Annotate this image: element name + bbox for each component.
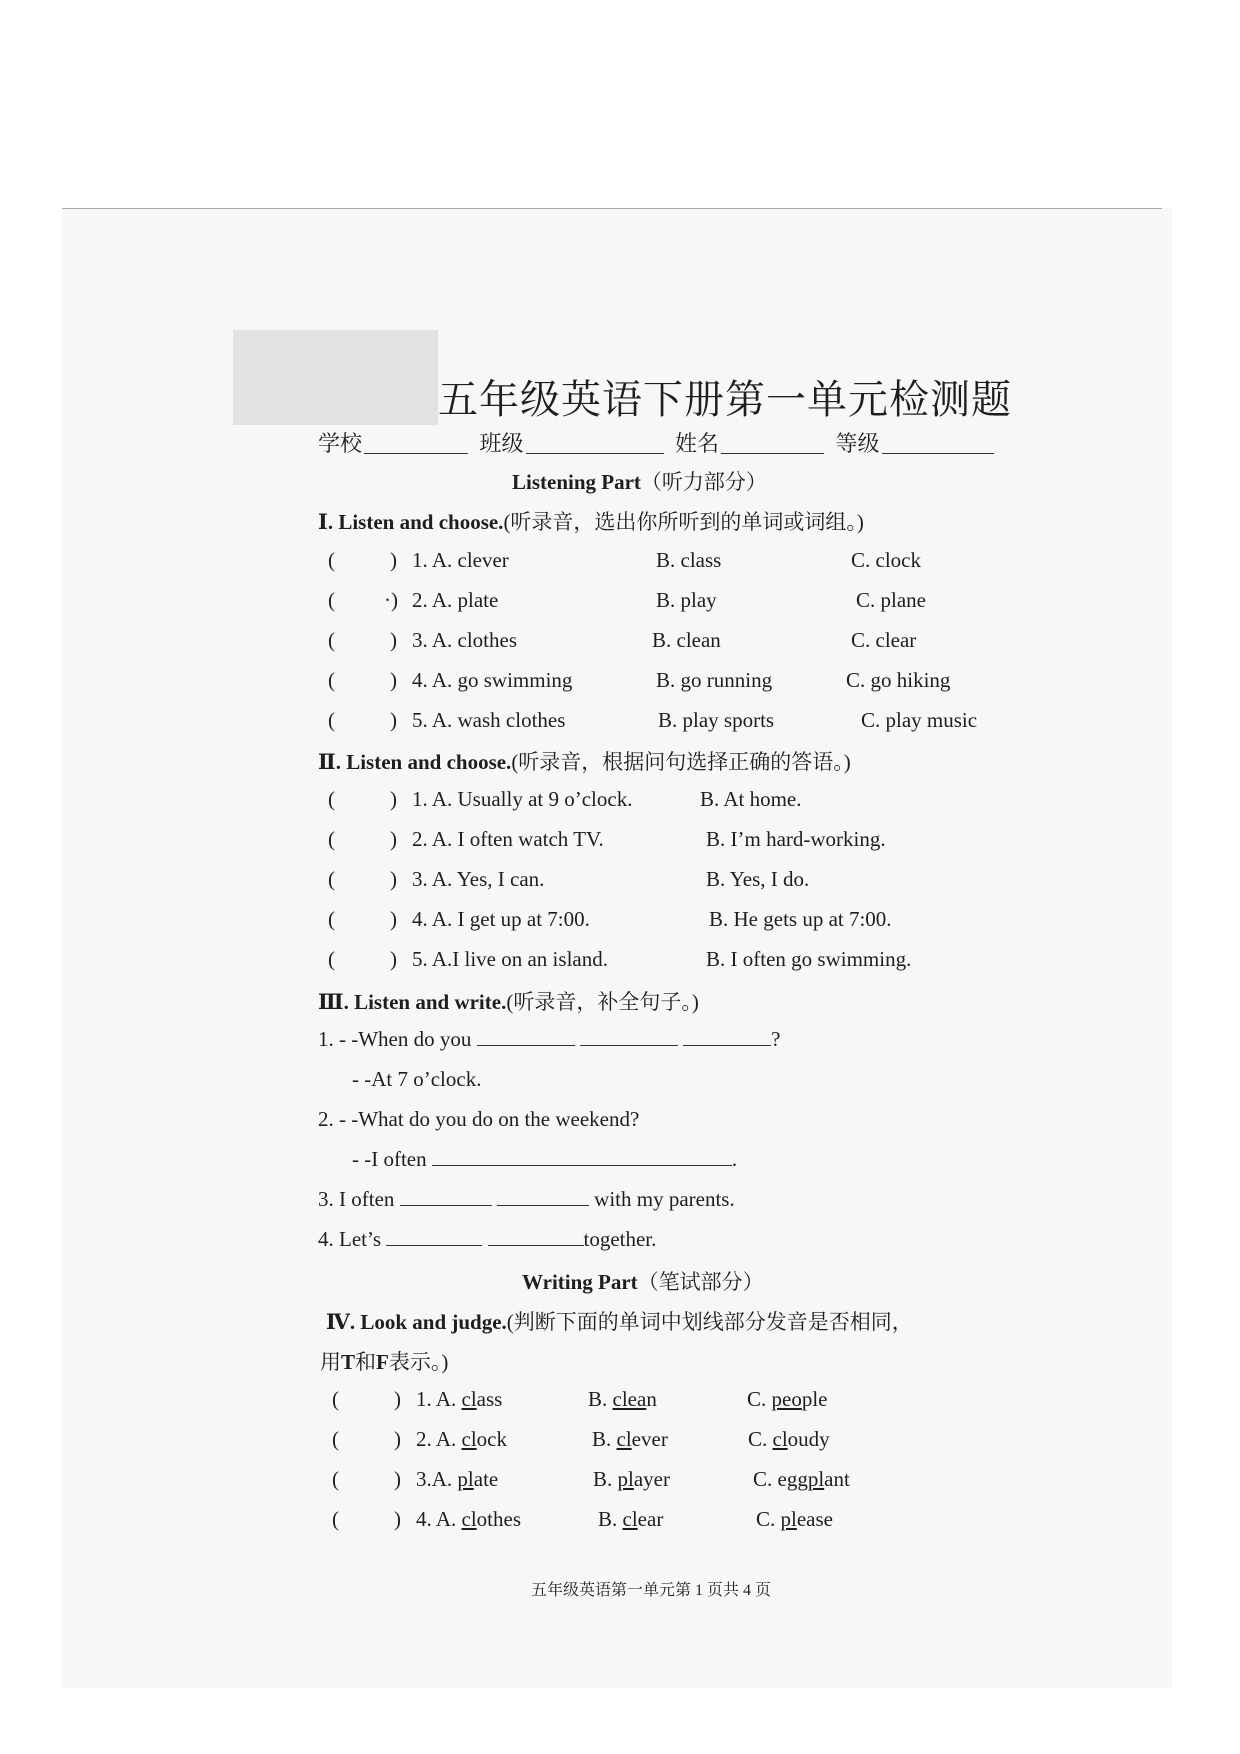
s4-b-prefix: B. [598, 1507, 623, 1531]
s2-item-paren: ( [328, 907, 335, 931]
s4-heading-post: 表示。) [388, 1350, 449, 1374]
section-2-title-cn: (听录音，根据问句选择正确的答语。) [511, 750, 851, 774]
s2-item-paren: ( [328, 867, 335, 891]
s4-c-underlined: pl [807, 1467, 825, 1491]
s4-c-prefix: C. [747, 1387, 772, 1411]
s4-a-underlined: pl [457, 1467, 474, 1491]
s4-a-rest: ass [476, 1387, 503, 1411]
listening-part-title: Listening Part [512, 470, 641, 494]
s4-item-num: 2. A. [416, 1427, 457, 1451]
s4-b-prefix: B. [588, 1387, 613, 1411]
s1-item-option-b: B. clean [652, 628, 721, 652]
s2-item-paren: ( [328, 827, 335, 851]
s4-item-paren: ( [332, 1467, 339, 1491]
s1-item-answer-slot[interactable]: ·) [384, 588, 398, 612]
grade-label: 等级 [835, 431, 880, 456]
s4-c-prefix: C. [748, 1427, 773, 1451]
s1-item-option-a: 5. A. wash clothes [412, 708, 566, 732]
s4-item-paren: ( [332, 1507, 339, 1531]
s4-c-underlined: pl [780, 1507, 797, 1531]
s2-item-option-b: B. I often go swimming. [706, 947, 912, 971]
s3-question-2: 2. - -What do you do on the weekend? [318, 1107, 640, 1131]
s1-item-option-a: 2. A. plate [412, 588, 499, 612]
s4-b-underlined: clea [612, 1387, 647, 1411]
s4-item-paren: ( [332, 1387, 339, 1411]
s4-item-option-c [753, 1467, 850, 1492]
s4-item-answer-slot[interactable]: ) [394, 1427, 401, 1451]
s3-q4-blank[interactable] [386, 1245, 482, 1246]
s2-item-option-a: 4. A. I get up at 7:00. [412, 907, 590, 931]
listening-part-title-cn: （听力部分） [640, 470, 767, 494]
s3-q4-end: together. [583, 1227, 657, 1251]
s4-item-option-b [598, 1507, 663, 1532]
s4-item-option-c [747, 1387, 828, 1412]
s2-item-answer-slot[interactable]: ) [390, 827, 397, 851]
s1-item-option-a: 4. A. go swimming [412, 668, 573, 692]
s1-item-option-b: B. play [656, 588, 717, 612]
s2-item-option-b: B. At home. [700, 787, 802, 811]
top-rule [62, 208, 1162, 209]
s4-item-num: 1. A. [416, 1387, 457, 1411]
s2-item-option-a: 2. A. I often watch TV. [412, 827, 604, 851]
listening-part-heading [512, 466, 767, 496]
section-4-heading [326, 1306, 913, 1336]
s1-item-paren: ( [328, 708, 335, 732]
writing-part-title: Writing Part [522, 1270, 638, 1294]
s4-item-num: 3.A. [416, 1467, 453, 1491]
s4-b-prefix: B. [592, 1427, 617, 1451]
s1-item-paren: ( [328, 668, 335, 692]
section-3-title: Ⅲ. Listen and write. [318, 990, 507, 1014]
s2-item-option-a: 1. A. Usually at 9 o’clock. [412, 787, 633, 811]
s4-item-option-a [416, 1467, 498, 1492]
s3-q2-text: - -I often [352, 1147, 427, 1171]
writing-part-title-cn: （笔试部分） [637, 1270, 764, 1294]
s4-a-rest: ock [476, 1427, 507, 1451]
s2-item-answer-slot[interactable]: ) [390, 867, 397, 891]
s1-item-answer-slot[interactable]: ) [390, 668, 397, 692]
s1-item-option-c: C. play music [861, 708, 978, 732]
s4-a-rest: ate [473, 1467, 499, 1491]
s2-item-answer-slot[interactable]: ) [390, 787, 397, 811]
s4-c-rest: oudy [787, 1427, 830, 1451]
section-1-title: Ⅰ. Listen and choose. [318, 510, 504, 534]
s3-q3-text: 3. I often [318, 1187, 395, 1211]
s2-item-answer-slot[interactable]: ) [390, 907, 397, 931]
s4-heading-t: T [341, 1350, 356, 1374]
s4-item-option-c [756, 1507, 833, 1532]
s4-item-option-a [416, 1387, 502, 1412]
s1-item-option-b: B. class [656, 548, 722, 572]
section-3-title-cn: (听录音，补全句子。) [506, 990, 699, 1014]
s4-c-underlined: peo [771, 1387, 802, 1411]
class-label: 班级 [479, 431, 524, 456]
class-field[interactable] [526, 453, 664, 454]
section-2-title: Ⅱ. Listen and choose. [318, 750, 512, 774]
s4-b-rest: ear [637, 1507, 664, 1531]
s1-item-answer-slot[interactable]: ) [390, 628, 397, 652]
school-label: 学校 [318, 431, 363, 456]
s4-item-option-c [748, 1427, 830, 1452]
s4-heading-mid: 和 [355, 1350, 377, 1374]
s4-item-answer-slot[interactable]: ) [394, 1467, 401, 1491]
s3-q1-blank[interactable] [683, 1045, 771, 1046]
s1-item-option-c: C. clear [851, 628, 917, 652]
s3-q3-end: with my parents. [594, 1187, 735, 1211]
section-1-title-cn: (听录音，选出你所听到的单词或词组。) [503, 510, 864, 534]
s4-c-rest: ant [824, 1467, 850, 1491]
s3-q1-end: ? [771, 1027, 781, 1051]
s4-heading-pre: 用 [320, 1350, 341, 1374]
s1-item-option-c: C. clock [851, 548, 921, 572]
s1-item-paren: ( [328, 548, 335, 572]
redacted-stamp [233, 330, 438, 425]
s1-item-option-c: C. go hiking [846, 668, 951, 692]
s4-b-underlined: cl [616, 1427, 632, 1451]
s3-question-1 [318, 1027, 780, 1052]
s3-q2-end: . [731, 1147, 738, 1171]
s2-item-option-a: 3. A. Yes, I can. [412, 867, 545, 891]
s4-c-underlined: cl [772, 1427, 788, 1451]
s2-item-paren: ( [328, 947, 335, 971]
section-1-heading [318, 506, 864, 536]
s1-item-paren: ( [328, 588, 335, 612]
writing-part-heading [522, 1266, 764, 1296]
section-4-title-cn: (判断下面的单词中划线部分发音是否相同， [506, 1310, 913, 1334]
s4-item-option-b [593, 1467, 670, 1492]
s3-q4-blank[interactable] [488, 1245, 584, 1246]
s3-question-3 [318, 1187, 735, 1212]
s1-item-option-b: B. play sports [658, 708, 775, 732]
s1-item-option-b: B. go running [656, 668, 773, 692]
s4-item-option-a [416, 1507, 521, 1532]
s3-q3-blank[interactable] [400, 1205, 492, 1206]
page-footer: 五年级英语第一单元第 1 页共 4 页 [531, 1582, 772, 1599]
s4-a-underlined: cl [461, 1427, 477, 1451]
s4-item-paren: ( [332, 1427, 339, 1451]
s3-question-4 [318, 1227, 656, 1252]
s4-b-rest: ayer [633, 1467, 670, 1491]
s3-q4-text: 4. Let’s [318, 1227, 381, 1251]
exam-title: 五年级英语下册第一单元检测题 [438, 377, 1012, 422]
student-info-row [318, 427, 1000, 458]
s1-item-option-c: C. plane [856, 588, 926, 612]
s4-b-underlined: cl [622, 1507, 638, 1531]
s3-q1-text: 1. - -When do you [318, 1027, 472, 1051]
s4-c-prefix: C. egg [753, 1467, 808, 1491]
s4-a-underlined: cl [461, 1507, 477, 1531]
s3-q2-blank[interactable] [432, 1165, 732, 1166]
name-field[interactable] [721, 453, 824, 454]
s1-item-paren: ( [328, 628, 335, 652]
s4-item-option-b [588, 1387, 657, 1412]
s4-b-rest: n [646, 1387, 657, 1411]
s1-item-option-a: 1. A. clever [412, 548, 509, 572]
section-4-title: Ⅳ. Look and judge. [326, 1310, 507, 1334]
s1-item-answer-slot[interactable]: ) [390, 708, 397, 732]
s4-c-rest: ple [801, 1387, 828, 1411]
s4-a-underlined: cl [461, 1387, 477, 1411]
s2-item-paren: ( [328, 787, 335, 811]
s4-item-option-b [592, 1427, 668, 1452]
s4-b-prefix: B. [593, 1467, 618, 1491]
s1-item-option-a: 3. A. clothes [412, 628, 517, 652]
s4-b-underlined: pl [617, 1467, 634, 1491]
s2-item-answer-slot[interactable]: ) [390, 947, 397, 971]
school-field[interactable] [364, 453, 468, 454]
s2-item-option-b: B. Yes, I do. [706, 867, 810, 891]
s4-a-rest: othes [476, 1507, 521, 1531]
s3-q1-blank[interactable] [477, 1045, 575, 1046]
s3-q2-answer [352, 1147, 737, 1172]
s4-item-num: 4. A. [416, 1507, 457, 1531]
s2-item-option-a: 5. A.I live on an island. [412, 947, 608, 971]
section-2-heading [318, 746, 851, 776]
grade-field[interactable] [882, 453, 994, 454]
s2-item-option-b: B. I’m hard-working. [706, 827, 886, 851]
s3-q1-answer: - -At 7 o’clock. [352, 1067, 482, 1091]
s3-q1-blank[interactable] [580, 1045, 678, 1046]
s4-item-answer-slot[interactable]: ) [394, 1507, 401, 1531]
s4-b-rest: ever [631, 1427, 668, 1451]
s1-item-answer-slot[interactable]: ) [390, 548, 397, 572]
s3-q3-blank[interactable] [497, 1205, 589, 1206]
s4-item-answer-slot[interactable]: ) [394, 1387, 401, 1411]
s2-item-option-b: B. He gets up at 7:00. [709, 907, 892, 931]
s4-c-rest: ease [796, 1507, 833, 1531]
section-3-heading [318, 986, 699, 1016]
s4-c-prefix: C. [756, 1507, 781, 1531]
s4-item-option-a [416, 1427, 507, 1452]
name-label: 姓名 [675, 431, 720, 456]
section-4-heading-line2 [320, 1346, 448, 1376]
s4-heading-f: F [376, 1350, 389, 1374]
